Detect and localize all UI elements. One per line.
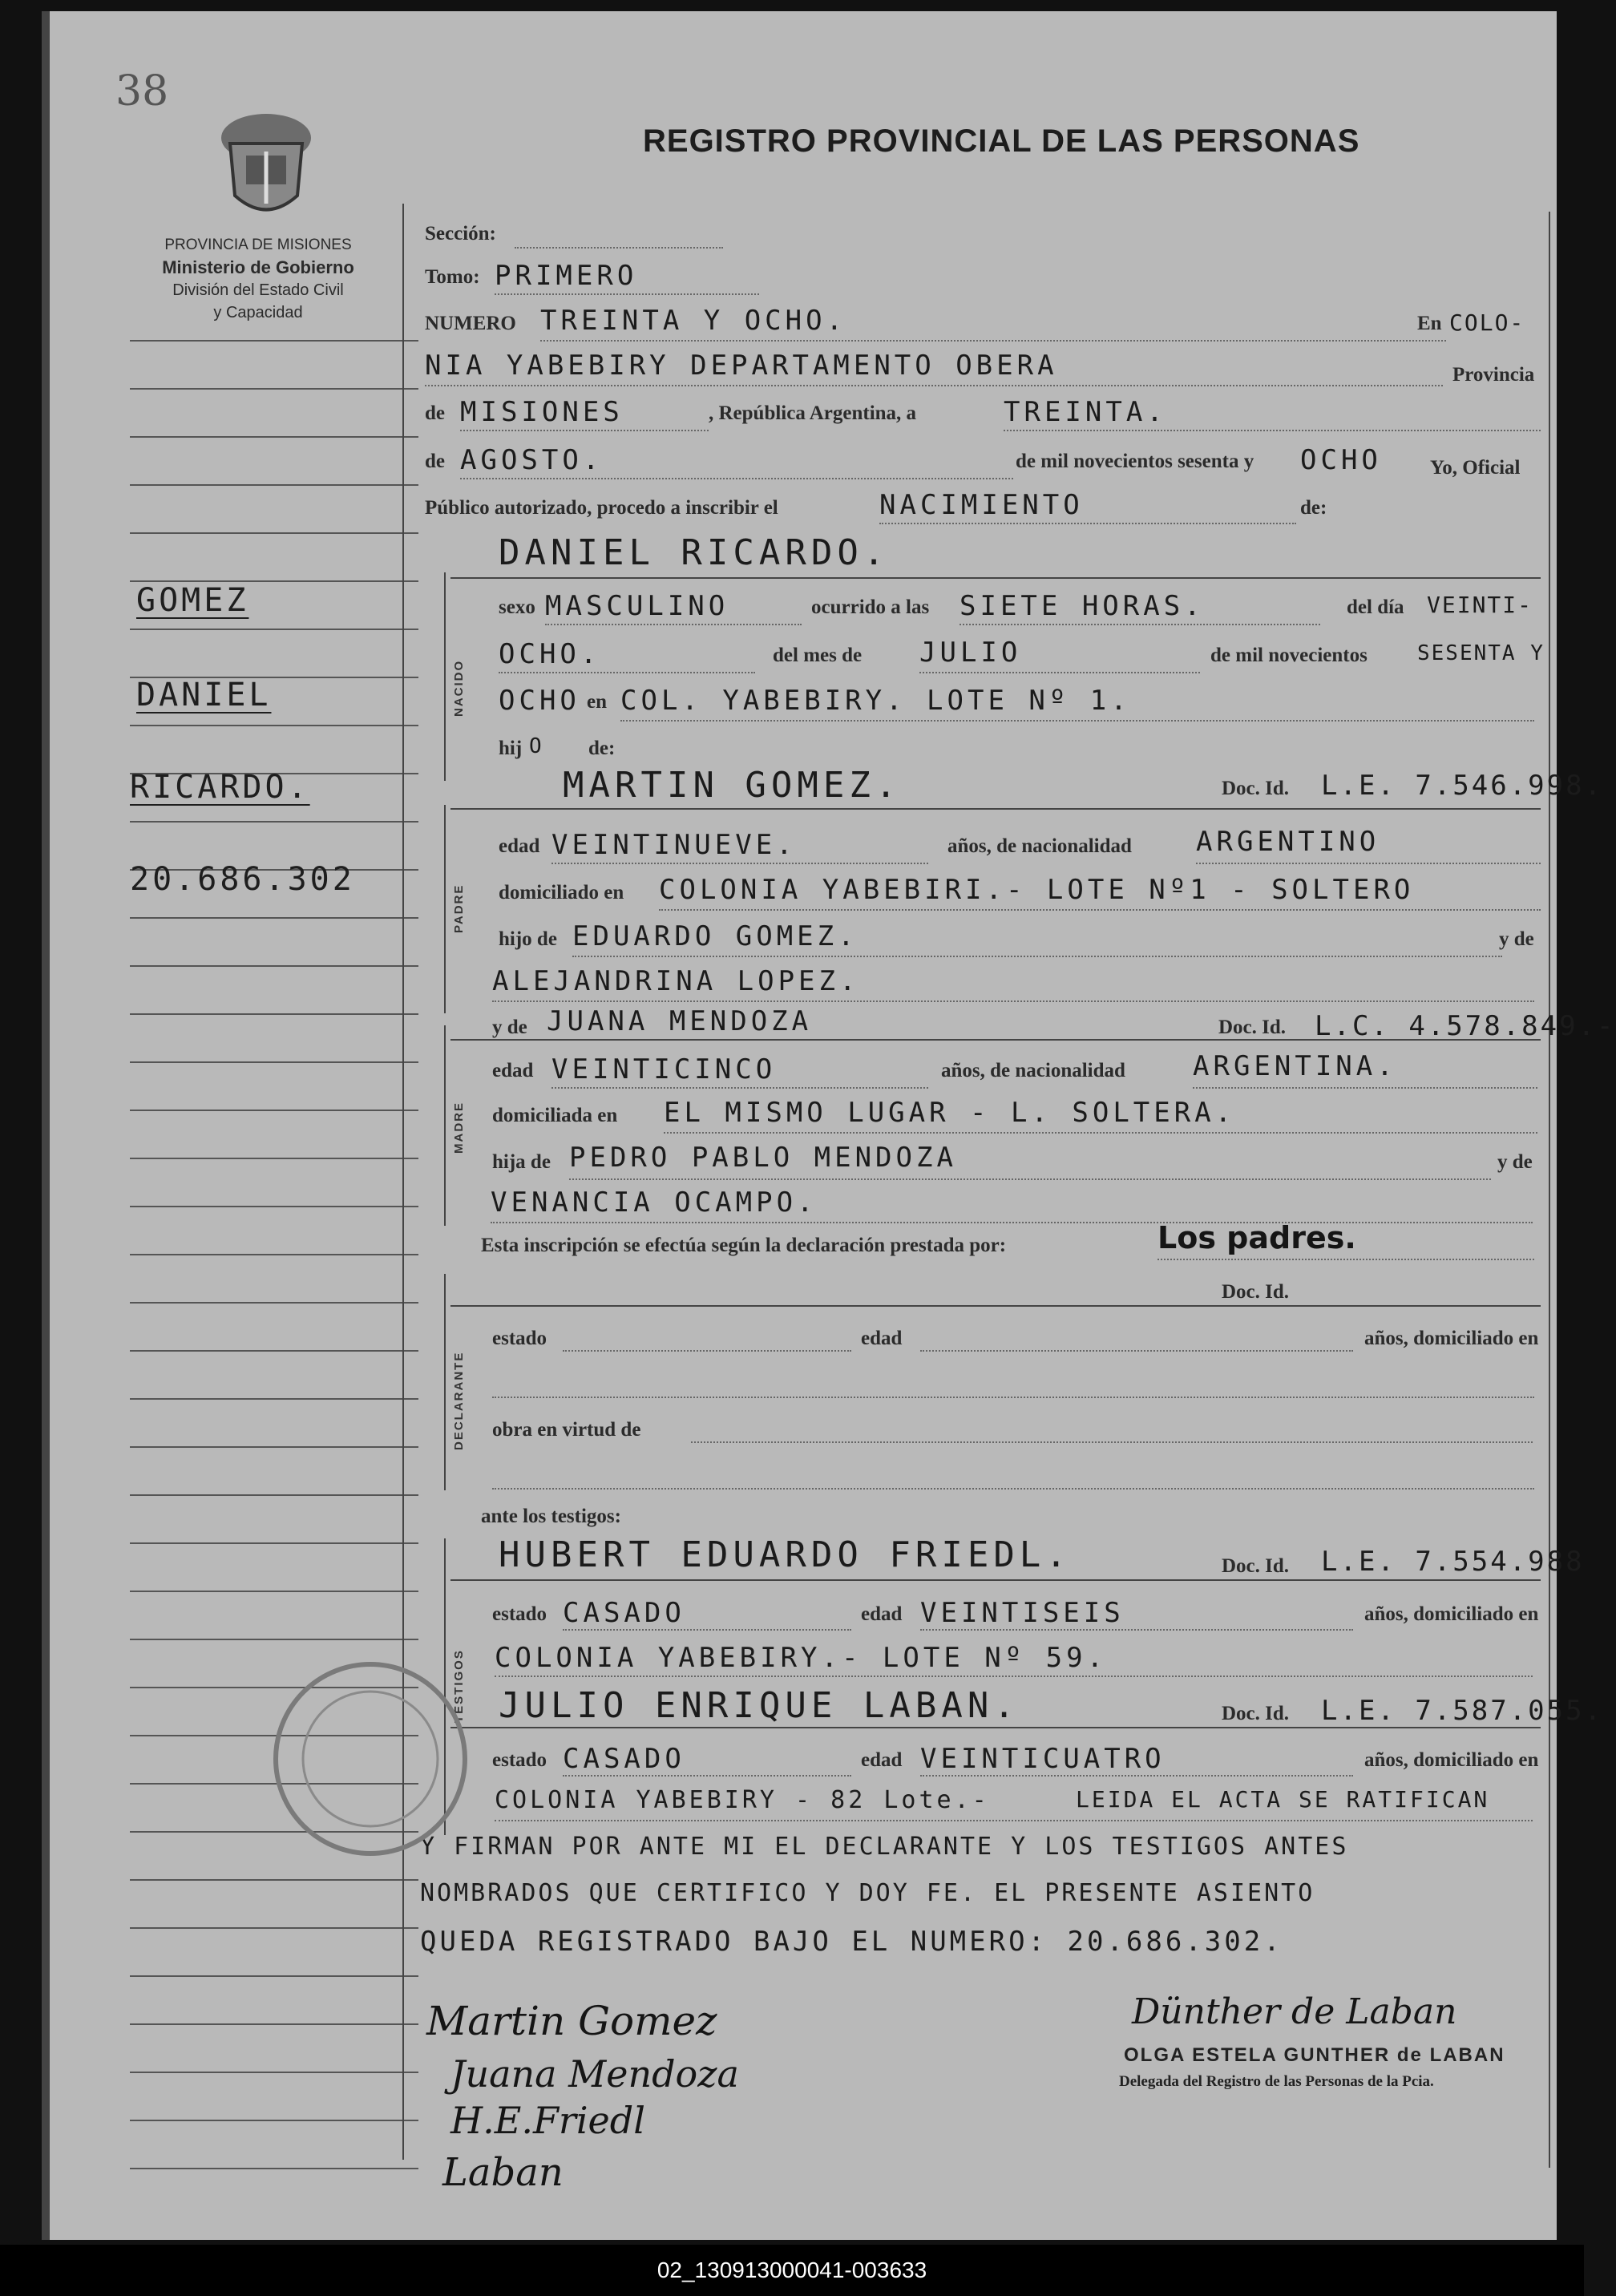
mil-label: de mil novecientos sesenta y — [1016, 451, 1254, 472]
colonia-value-a: COLO- — [1449, 309, 1525, 336]
ante-testigos-label: ante los testigos: — [481, 1506, 621, 1527]
madre-doc-value: L.C. 4.578.849.- — [1315, 1010, 1616, 1042]
madre-yde2-label: y de — [1497, 1151, 1533, 1173]
official-stamp — [266, 1655, 475, 1866]
padre-nac-value: ARGENTINO — [1196, 826, 1380, 858]
hijo-label: hij — [499, 738, 523, 759]
nacido-en-label: en — [587, 691, 607, 713]
testigo2-edad-label: edad — [861, 1749, 903, 1771]
en-label: En — [1417, 313, 1442, 334]
madre-nombre: JUANA MENDOZA — [547, 1005, 813, 1037]
org-province: PROVINCIA DE MISIONES — [164, 236, 352, 253]
hijo-de-label: de: — [588, 738, 616, 759]
padre-madre-value: ALEJANDRINA LOPEZ. — [492, 965, 860, 997]
padre-hijo-label: hijo de — [499, 928, 557, 950]
padre-edad-label: edad — [499, 835, 540, 857]
signature-official: Dünther de Laban — [1132, 1991, 1457, 2032]
signature-mother: Juana Mendoza — [450, 2052, 739, 2096]
madre-dom-value: EL MISMO LUGAR - L. SOLTERA. — [664, 1097, 1236, 1129]
sexo-label: sexo — [499, 596, 535, 618]
declaracion-value: Los padres. — [1157, 1220, 1356, 1255]
numero-label: NUMERO — [425, 313, 516, 334]
closing-line-1: LEIDA EL ACTA SE RATIFICAN — [1076, 1786, 1490, 1813]
padre-dom-label: domiciliado en — [499, 882, 624, 903]
ocurrido-label: ocurrido a las — [811, 596, 930, 618]
republica-label: , República Argentina, a — [709, 402, 917, 424]
official-name: OLGA ESTELA GUNTHER de LABAN — [1124, 2044, 1505, 2066]
image-id-footer: 02_130913000041-003633 — [0, 2245, 1584, 2296]
margin-given-name-1: DANIEL — [136, 677, 272, 713]
mes-label: del mes de — [773, 645, 863, 666]
padre-dom-value: COLONIA YABEBIRI.- LOTE Nº1 - SOLTERO — [659, 874, 1415, 906]
page-number: 38 — [115, 67, 169, 115]
dia-label: del día — [1347, 596, 1404, 618]
madre-dom-label: domiciliada en — [492, 1105, 618, 1126]
declarante-edad-label: edad — [861, 1328, 903, 1349]
closing-line-4: QUEDA REGISTRADO BAJO EL NUMERO: 20.686.302. — [420, 1926, 1283, 1958]
signature-witness-2: Laban — [442, 2150, 564, 2195]
testigo1-estado-value: CASADO — [563, 1597, 685, 1629]
publico-label: Público autorizado, procedo a inscribir el — [425, 497, 778, 519]
acto-value: NACIMIENTO — [879, 489, 1084, 521]
madre-bracket — [444, 1025, 446, 1226]
padre-doc-label: Doc. Id. — [1222, 778, 1290, 799]
nacido-mil-label: de mil novecientos — [1210, 645, 1368, 666]
padre-doc-value: L.E. 7.546.998. — [1321, 770, 1604, 802]
testigo1-anios-label: años, domiciliado en — [1364, 1603, 1539, 1625]
page-title: REGISTRO PROVINCIAL DE LAS PERSONAS — [643, 123, 1360, 159]
padre-edad-value: VEINTINUEVE. — [551, 829, 797, 861]
testigo1-doc-value: L.E. 7.554.988 — [1321, 1546, 1585, 1578]
padre-nac-label: años, de nacionalidad — [947, 835, 1132, 857]
mes-value: AGOSTO. — [460, 444, 604, 476]
testigo1-edad-value: VEINTISEIS — [920, 1597, 1125, 1629]
margin-number: 20.686.302 — [130, 861, 355, 898]
testigo2-estado-label: estado — [492, 1749, 547, 1771]
margin-given-name-2: RICARDO. — [130, 769, 310, 806]
dia-value: TREINTA. — [1004, 396, 1167, 428]
nacido-mes-value: JULIO — [919, 637, 1022, 669]
testigo2-estado-value: CASADO — [563, 1743, 685, 1775]
nacido-bracket — [444, 572, 446, 781]
de-label: de — [425, 402, 445, 424]
section-label-testigos: TESTIGOS — [452, 1649, 466, 1723]
colonia-value-b: NIA YABEBIRY DEPARTAMENTO OBERA — [425, 350, 1058, 382]
testigo1-dom-value: COLONIA YABEBIRY.- LOTE Nº 59. — [495, 1642, 1108, 1674]
madre-nac-label: años, de nacionalidad — [941, 1060, 1125, 1081]
madre-hija-label: hija de — [492, 1151, 551, 1173]
madre-madre-value: VENANCIA OCAMPO. — [491, 1186, 818, 1219]
crest-emblem — [214, 107, 318, 231]
madre-nac-value: ARGENTINA. — [1193, 1050, 1397, 1082]
nacido-nombre: DANIEL RICARDO. — [499, 532, 890, 573]
testigo1-edad-label: edad — [861, 1603, 903, 1625]
signature-father: Martin Gomez — [426, 1998, 717, 2044]
declarante-doc-label: Doc. Id. — [1222, 1281, 1290, 1303]
testigo2-anios-label: años, domiciliado en — [1364, 1749, 1539, 1771]
testigo1-estado-label: estado — [492, 1603, 547, 1625]
org-block — [130, 234, 386, 324]
madre-edad-value: VEINTICINCO — [551, 1053, 777, 1085]
testigo2-doc-label: Doc. Id. — [1222, 1703, 1290, 1724]
testigo2-edad-value: VEINTICUATRO — [920, 1743, 1166, 1775]
padre-padre-value: EDUARDO GOMEZ. — [572, 920, 858, 952]
form-right-border — [1549, 212, 1550, 2168]
signature-witness-1: H.E.Friedl — [450, 2099, 645, 2142]
de-colon-label: de: — [1300, 497, 1327, 519]
numero-value: TREINTA Y OCHO. — [540, 305, 847, 337]
de-label-2: de — [425, 451, 445, 472]
nacido-dia-value-b: OCHO. — [499, 638, 601, 670]
madre-doc-label: Doc. Id. — [1218, 1017, 1287, 1038]
testigo2-dom-value: COLONIA YABEBIRY - 82 Lote.- — [495, 1786, 990, 1814]
closing-line-2: Y FIRMAN POR ANTE MI EL DECLARANTE Y LOS TESTIGOS ANTES — [420, 1833, 1349, 1861]
section-label-nacido: NACIDO — [452, 659, 466, 717]
padre-nombre: MARTIN GOMEZ. — [563, 765, 902, 806]
madre-padre-value: PEDRO PABLO MENDOZA — [569, 1142, 957, 1174]
hijo-value: O — [529, 734, 546, 758]
testigo2-doc-value: L.E. 7.587.055. — [1321, 1695, 1604, 1727]
declarante-anios-label: años, domiciliado en — [1364, 1328, 1539, 1349]
seccion-label: Sección: — [425, 223, 496, 245]
nacido-anio-value-b: OCHO — [499, 685, 580, 717]
official-title: Delegada del Registro de las Personas de la Pcia. — [1119, 2073, 1434, 2090]
tomo-value: PRIMERO — [495, 260, 638, 292]
hora-value: SIETE HORAS. — [960, 590, 1205, 622]
anio-value: OCHO — [1300, 444, 1382, 476]
nacido-lugar-value: COL. YABEBIRY. LOTE Nº 1. — [620, 685, 1131, 717]
testigo1-nombre: HUBERT EDUARDO FRIEDL. — [499, 1534, 1072, 1575]
testigo2-nombre: JULIO ENRIQUE LABAN. — [499, 1685, 1020, 1726]
closing-line-3: NOMBRADOS QUE CERTIFICO Y DOY FE. EL PRESENTE ASIENTO — [420, 1879, 1315, 1907]
testigo1-doc-label: Doc. Id. — [1222, 1555, 1290, 1577]
org-capacity: y Capacidad — [213, 304, 303, 321]
declaracion-label: Esta inscripción se efectúa según la declaración prestada por: — [481, 1235, 1007, 1256]
obra-label: obra en virtud de — [492, 1419, 641, 1441]
declarante-bracket — [444, 1274, 446, 1490]
margin-surname: GOMEZ — [136, 582, 249, 619]
sexo-value: MASCULINO — [545, 590, 729, 622]
section-label-declarante: DECLARANTE — [452, 1351, 466, 1450]
padre-bracket — [444, 805, 446, 1013]
nacido-dia-value-a: VEINTI- — [1427, 592, 1533, 618]
provincia-value: MISIONES — [460, 396, 624, 428]
section-label-madre: MADRE — [452, 1102, 466, 1154]
nacido-anio-value-a: SESENTA Y — [1417, 641, 1545, 665]
org-division: División del Estado Civil — [172, 281, 344, 299]
padre-yde-label: y de — [1499, 928, 1534, 950]
madre-edad-label: edad — [492, 1060, 534, 1081]
tomo-label: Tomo: — [425, 266, 480, 288]
madre-yde-label: y de — [492, 1017, 527, 1038]
register-page — [42, 11, 1616, 2240]
provincia-label: Provincia — [1452, 364, 1535, 386]
org-ministry: Ministerio de Gobierno — [162, 257, 354, 277]
section-label-padre: PADRE — [452, 883, 466, 933]
form-left-border — [402, 204, 404, 2160]
yo-label: Yo, Oficial — [1430, 457, 1521, 479]
declarante-estado-label: estado — [492, 1328, 547, 1349]
